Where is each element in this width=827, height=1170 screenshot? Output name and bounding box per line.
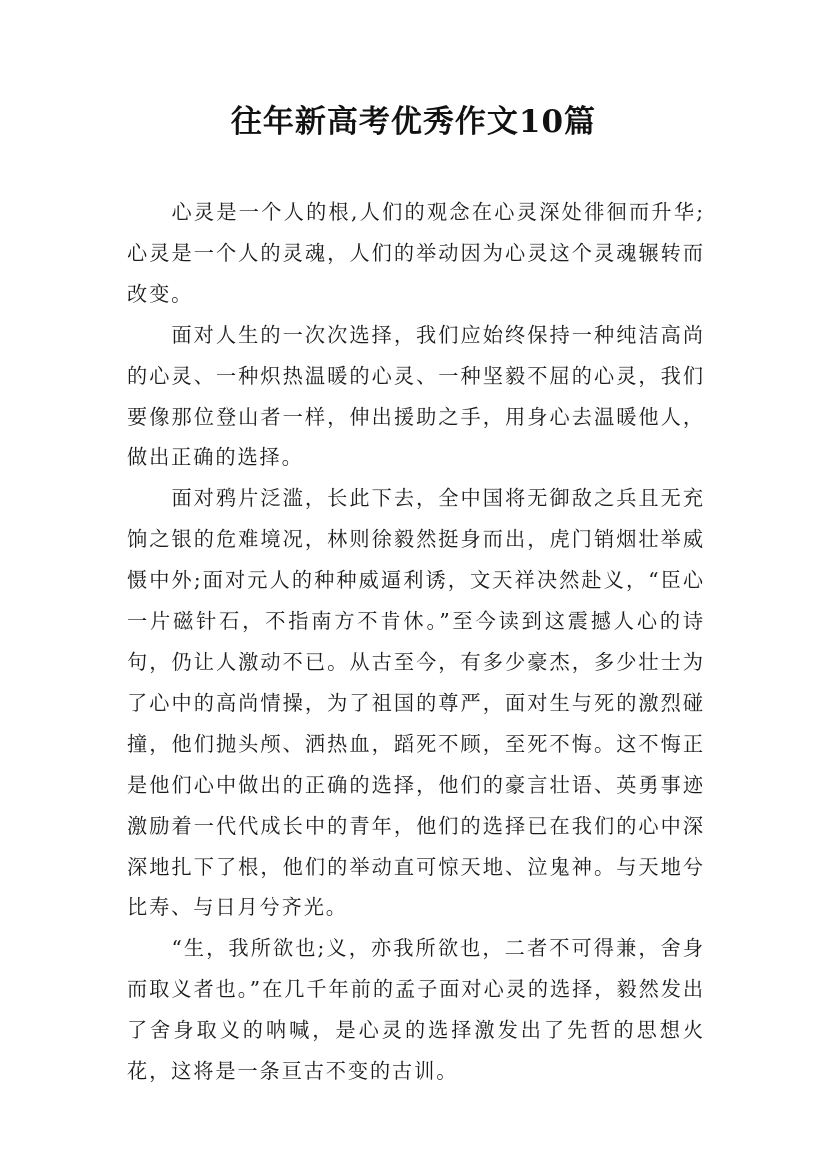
document-body	[127, 192, 705, 1092]
paragraph-2: 面对人生的一次次选择，我们应始终保持一种纯洁高尚的心灵、一种炽热温暖的心灵、一种坚毅不屈的心灵，我们要像那位登山者一样，伸出援助之手，用身心去温暖他人，做出正确的选择。	[127, 322, 705, 470]
document-title: 往年新高考优秀作文10篇	[230, 104, 597, 140]
paragraph-3: 面对鸦片泛滥，长此下去，全中国将无御敌之兵且无充饷之银的危难境况，林则徐毅然挺身而出，虎门销烟壮举威慑中外;面对元人的种种威逼利诱，文天祥决然赴义，“臣心一片磁针石，不指南方不肯休。”至今读到这震撼人心的诗句，仍让人激动不已。从古至今，有多少豪杰，多少壮士为了心中的高尚情操，为了祖国的尊严，面对生与死的激烈碰撞，他们抛头颅、洒热血，蹈死不顾，至死不悔。这不悔正是他们心中做出的正确的选择，他们的豪言壮语、英勇事迹激励着一代代成长中的青年，他们的选择已在我们的心中深深地扎下了根，他们的举动直可惊天地、泣鬼神。与天地兮比寿、与日月兮齐光。	[127, 486, 705, 920]
paragraph-1: 心灵是一个人的根,人们的观念在心灵深处徘徊而升华;心灵是一个人的灵魂，人们的举动因为心灵这个灵魂辗转而改变。	[127, 200, 705, 306]
paragraph-4: “生，我所欲也;义，亦我所欲也，二者不可得兼，舍身而取义者也。”在几千年前的孟子面对心灵的选择，毅然发出了舍身取义的呐喊，是心灵的选择激发出了先哲的思想火花，这将是一条亘古不变的古训。	[127, 936, 705, 1084]
